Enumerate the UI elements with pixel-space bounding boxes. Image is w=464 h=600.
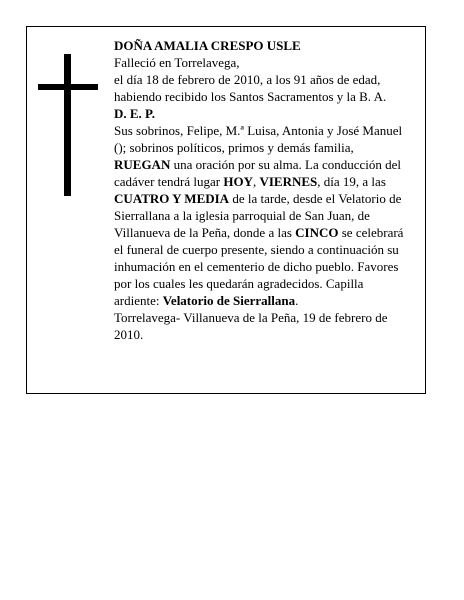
body-line-4: cadáver tendrá lugar HOY, VIERNES, día 19, a las <box>114 174 386 189</box>
death-date: el día 18 de febrero de 2010, a los 91 años de edad, <box>114 72 381 87</box>
sacraments-line: habiendo recibido los Santos Sacramentos y la B. A. <box>114 89 387 104</box>
body-line-9: inhumación en el cementerio de dicho pueblo. Favores <box>114 259 399 274</box>
body-line-1: Sus sobrinos, Felipe, M.ª Luisa, Antonia y José Manuel <box>114 123 403 138</box>
dep-line: D. E. P. <box>114 106 156 121</box>
body-line-5: CUATRO Y MEDIA de la tarde, desde el Velatorio de <box>114 191 402 206</box>
body-line-11: ardiente: Velatorio de Sierrallana. <box>114 293 299 308</box>
cross-vertical-bar <box>64 54 71 196</box>
cross-icon <box>38 54 98 196</box>
cross-horizontal-bar <box>38 84 98 90</box>
body-line-7: Villanueva de la Peña, donde a las CINCO se celebrará <box>114 225 404 240</box>
body-line-10: por los cuales les quedarán agradecidos. Capilla <box>114 276 364 291</box>
closing-line-2: 2010. <box>114 327 144 342</box>
body-line-8: el funeral de cuerpo presente, siendo a continuación su <box>114 242 399 257</box>
body-line-3: RUEGAN una oración por su alma. La conducción del <box>114 157 402 172</box>
body-line-2: (); sobrinos políticos, primos y demás familia, <box>114 140 354 155</box>
body-line-6: Sierrallana a la iglesia parroquial de San Juan, de <box>114 208 370 223</box>
deceased-name: DOÑA AMALIA CRESPO USLE <box>114 38 301 53</box>
death-place: Falleció en Torrelavega, <box>114 55 240 70</box>
obituary-text <box>114 37 423 343</box>
closing-line-1: Torrelavega- Villanueva de la Peña, 19 de febrero de <box>114 310 388 325</box>
